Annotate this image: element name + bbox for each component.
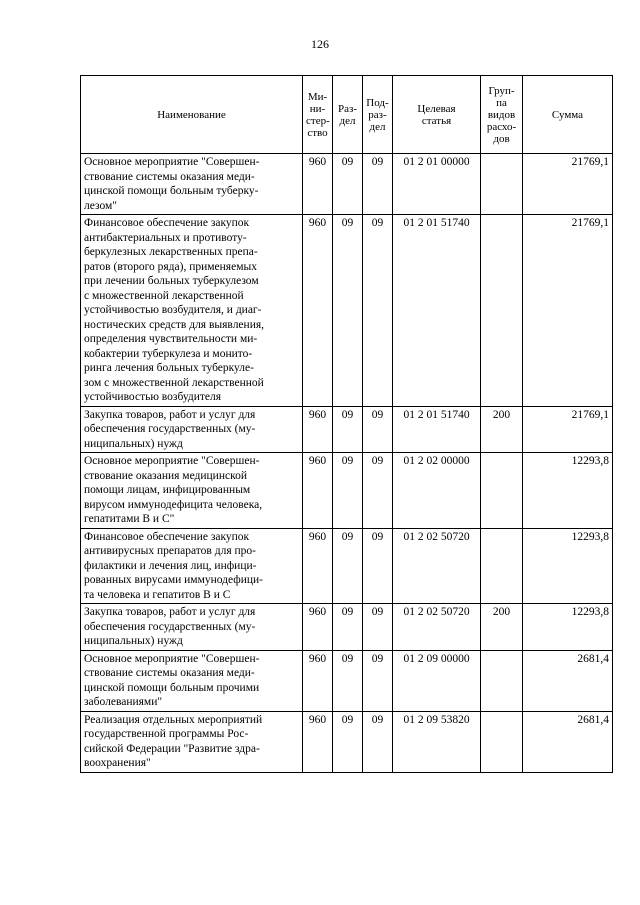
header-name bbox=[81, 76, 303, 154]
cell-subsection: 09 bbox=[363, 154, 393, 215]
header-subsection bbox=[363, 76, 393, 154]
table-row bbox=[81, 453, 613, 529]
cell-group: 200 bbox=[481, 406, 523, 453]
cell-target: 01 2 09 00000 bbox=[393, 650, 481, 711]
cell-subsection: 09 bbox=[363, 215, 393, 407]
cell-section: 09 bbox=[333, 528, 363, 604]
table-row bbox=[81, 528, 613, 604]
cell-ministry: 960 bbox=[303, 604, 333, 651]
cell-amount: 12293,8 bbox=[523, 528, 613, 604]
cell-group bbox=[481, 650, 523, 711]
table-row bbox=[81, 604, 613, 651]
cell-section: 09 bbox=[333, 154, 363, 215]
cell-amount: 2681,4 bbox=[523, 711, 613, 772]
cell-ministry: 960 bbox=[303, 453, 333, 529]
cell-group bbox=[481, 215, 523, 407]
header-ministry-text: Ми- ни- стер- ство bbox=[306, 90, 330, 139]
cell-name: Финансовое обеспечение закупок антивирусных препаратов для про- филактики и лечения лиц, инфици- рованных вирусами иммунодефици- та человека и гепатитов В и С bbox=[81, 528, 303, 604]
table-row bbox=[81, 154, 613, 215]
table-row bbox=[81, 711, 613, 772]
header-amount bbox=[523, 76, 613, 154]
table-row bbox=[81, 650, 613, 711]
cell-target: 01 2 09 53820 bbox=[393, 711, 481, 772]
cell-section: 09 bbox=[333, 604, 363, 651]
cell-target: 01 2 01 51740 bbox=[393, 406, 481, 453]
cell-subsection: 09 bbox=[363, 711, 393, 772]
header-ministry bbox=[303, 76, 333, 154]
header-name-text: Наименование bbox=[157, 108, 226, 121]
cell-subsection: 09 bbox=[363, 650, 393, 711]
header-amount-text: Сумма bbox=[551, 108, 584, 121]
cell-amount: 2681,4 bbox=[523, 650, 613, 711]
cell-amount: 21769,1 bbox=[523, 215, 613, 407]
cell-subsection: 09 bbox=[363, 604, 393, 651]
cell-ministry: 960 bbox=[303, 406, 333, 453]
header-subsection-text: Под- раз- дел bbox=[366, 96, 389, 133]
budget-table bbox=[80, 75, 613, 773]
header-target-text: Целевая статья bbox=[417, 102, 456, 127]
cell-amount: 21769,1 bbox=[523, 154, 613, 215]
table-row bbox=[81, 215, 613, 407]
cell-section: 09 bbox=[333, 650, 363, 711]
cell-ministry: 960 bbox=[303, 154, 333, 215]
cell-section: 09 bbox=[333, 711, 363, 772]
cell-subsection: 09 bbox=[363, 406, 393, 453]
header-target bbox=[393, 76, 481, 154]
cell-amount: 21769,1 bbox=[523, 406, 613, 453]
cell-group: 200 bbox=[481, 604, 523, 651]
page-number: 126 bbox=[311, 37, 329, 51]
cell-section: 09 bbox=[333, 406, 363, 453]
cell-group bbox=[481, 528, 523, 604]
cell-amount: 12293,8 bbox=[523, 604, 613, 651]
header-section-text: Раз- дел bbox=[337, 102, 357, 127]
cell-subsection: 09 bbox=[363, 453, 393, 529]
cell-group bbox=[481, 154, 523, 215]
cell-subsection: 09 bbox=[363, 528, 393, 604]
cell-ministry: 960 bbox=[303, 650, 333, 711]
cell-name: Реализация отдельных мероприятий государственной программы Рос- сийской Федерации "Развитие здра- воохранения" bbox=[81, 711, 303, 772]
cell-ministry: 960 bbox=[303, 215, 333, 407]
cell-name: Основное мероприятие "Совершен- ствование системы оказания меди- цинской помощи больным туберку- лезом" bbox=[81, 154, 303, 215]
cell-amount: 12293,8 bbox=[523, 453, 613, 529]
cell-section: 09 bbox=[333, 453, 363, 529]
cell-name: Закупка товаров, работ и услуг для обеспечения государственных (му- ниципальных) нужд bbox=[81, 604, 303, 651]
table-body bbox=[81, 154, 613, 773]
cell-target: 01 2 02 00000 bbox=[393, 453, 481, 529]
cell-ministry: 960 bbox=[303, 528, 333, 604]
cell-target: 01 2 01 00000 bbox=[393, 154, 481, 215]
cell-section: 09 bbox=[333, 215, 363, 407]
cell-name: Основное мероприятие "Совершен- ствование системы оказания меди- цинской помощи больным прочими заболеваниями" bbox=[81, 650, 303, 711]
header-expense-group-text: Груп- па видов расхо- дов bbox=[486, 84, 517, 145]
cell-target: 01 2 02 50720 bbox=[393, 604, 481, 651]
cell-group bbox=[481, 453, 523, 529]
cell-target: 01 2 02 50720 bbox=[393, 528, 481, 604]
header-section bbox=[333, 76, 363, 154]
header-expense-group bbox=[481, 76, 523, 154]
cell-name: Закупка товаров, работ и услуг для обеспечения государственных (му- ниципальных) нужд bbox=[81, 406, 303, 453]
cell-group bbox=[481, 711, 523, 772]
cell-ministry: 960 bbox=[303, 711, 333, 772]
cell-name: Основное мероприятие "Совершен- ствование оказания медицинской помощи лицам, инфицированным вирусом иммунодефицита человека, гепатитами В и С" bbox=[81, 453, 303, 529]
table-row bbox=[81, 406, 613, 453]
cell-name: Финансовое обеспечение закупок антибактериальных и противоту- беркулезных лекарственных препа- ратов (второго ряда), применяемых при лечении больных туберкулезом с множественной лекарственной устойчивостью возбудителя, и диаг- ностических средств для выявления, определения чувствительности ми- кобактерии туберкулеза и монито- ринга лечения больных туберкуле- зом с множественной лекарственной устойчивостью возбудителя bbox=[81, 215, 303, 407]
table-header-row bbox=[81, 76, 613, 154]
cell-target: 01 2 01 51740 bbox=[393, 215, 481, 407]
